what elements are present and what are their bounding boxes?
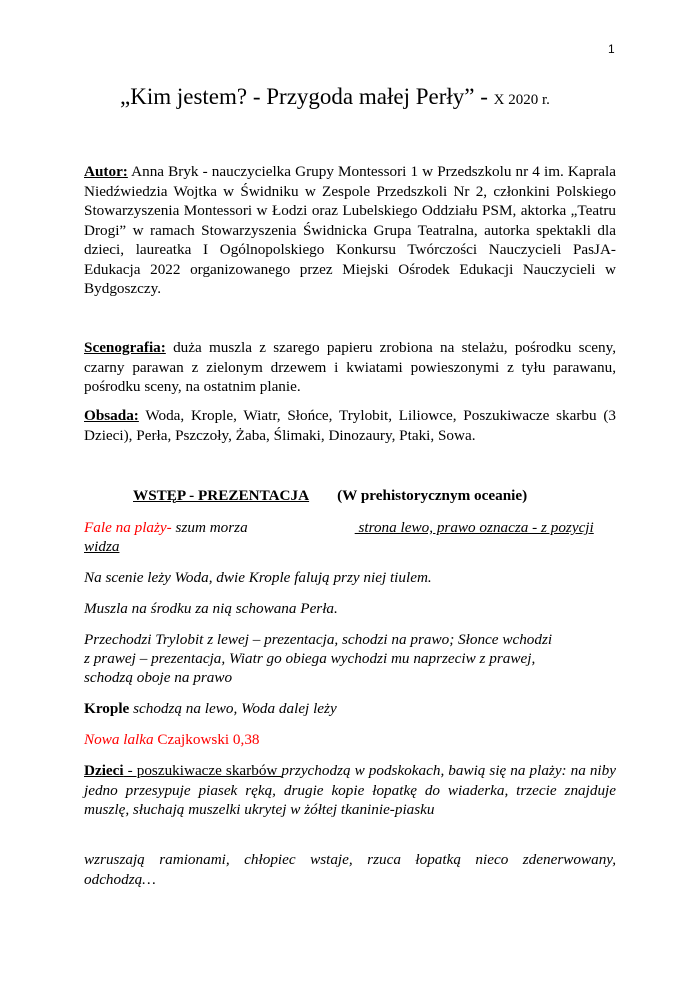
dzieci-paragraph (84, 761, 616, 820)
section-heading-title: WSTĘP - PREZENTACJA (133, 487, 310, 504)
muszla-line: Muszla na środku za nią schowana Perła. (84, 600, 338, 617)
cast-text: Woda, Krople, Wiatr, Słońce, Trylobit, Liliowce, Poszukiwacze skarbu (3 Dzieci), Perła, Pszczoły, Żaba, Ślimaki, Dinozaury, Ptaki, Sowa. (84, 407, 616, 444)
title-date: X 2020 r. (493, 92, 550, 108)
title-main: „Kim jestem? - Przygoda małej Perły” - (120, 84, 494, 109)
author-label: Autor: (84, 163, 128, 180)
section-heading-subtitle: (W prehistorycznym oceanie) (337, 487, 528, 504)
fale-line (84, 519, 594, 537)
page-title (120, 84, 600, 110)
scenography-label: Scenografia: (84, 339, 166, 356)
krople-line (84, 700, 337, 718)
trylobit-line-2: z prawej – prezentacja, Wiatr go obiega wychodzi mu naprzeciw z prawej, (84, 650, 536, 667)
author-text: Anna Bryk - nauczycielka Grupy Montessori 1 w Przedszkolu nr 4 im. Kaprala Niedźwiedzia Wojtka w Świdniku w Zespole Przedszkoli Nr 2, członkini Polskiego Stowarzyszenia Montessori w Łodzi oraz Lubelskiego Oddziału PSM, aktorka „Teatru Drogi” w ramach Stowarzyszenia Świdnicka Grupa Teatralna, autorka spektakli dla dzieci, laureatka I Ogólnopolskiego Konkursu Twórczości Nauczycieli PasJA-Edukacja 2022 organizowanego przez Miejski Ośrodek Edukacji Nauczycieli w Bydgoszczy. (84, 163, 616, 297)
dzieci-label: Dzieci (84, 762, 124, 779)
krople-text: schodzą na lewo, Woda dalej leży (129, 700, 337, 717)
fale-rest-text: szum morza (171, 519, 248, 536)
krople-label: Krople (84, 700, 130, 717)
wzruszaja-paragraph: wzruszają ramionami, chłopiec wstaje, rzuca łopatką nieco zdenerwowany, odchodzą… (84, 851, 616, 888)
dzieci-text-1: - poszukiwacze skarbów (123, 762, 282, 779)
scenography-text: duża muszla z szarego papieru zrobiona na stelażu, pośrodku sceny, czarny parawan z zielonym drzewem i kwiatami powieszonymi z tyłu parawanu, pośrodku sceny, na ostatnim planie. (84, 339, 616, 395)
cast-label: Obsada: (84, 407, 139, 424)
trylobit-line-1: Przechodzi Trylobit z lewej – prezentacja, schodzi na prawo; Słonce wchodzi (84, 631, 553, 648)
direction-note: strona lewo, prawo oznacza - z pozycji (354, 519, 594, 536)
fale-red-text: Fale na plaży- (84, 519, 172, 536)
section-heading (133, 487, 527, 505)
cast-paragraph (84, 406, 616, 445)
trylobit-line-3: schodzą oboje na prawo (84, 669, 233, 686)
music-line (84, 731, 260, 749)
scenography-paragraph (84, 338, 616, 397)
woda-line: Na scenie leży Woda, dwie Krople falują przy niej tiulem. (84, 569, 432, 586)
dzieci-text-2: przychodzą w podskokach, bawią się na plaży: na niby jedno przesypuje piasek ręką, drugie kopie łopatkę do wiaderka, trzecie znajduje muszlę, słuchają muszelki ukrytej w żółtej tkaninie-piasku (84, 762, 616, 818)
music-info: Czajkowski 0,38 (153, 731, 260, 748)
direction-note-cont: widza (84, 538, 120, 555)
page-number: 1 (608, 42, 615, 56)
music-title: Nowa lalka (84, 731, 154, 748)
author-paragraph (84, 162, 616, 299)
